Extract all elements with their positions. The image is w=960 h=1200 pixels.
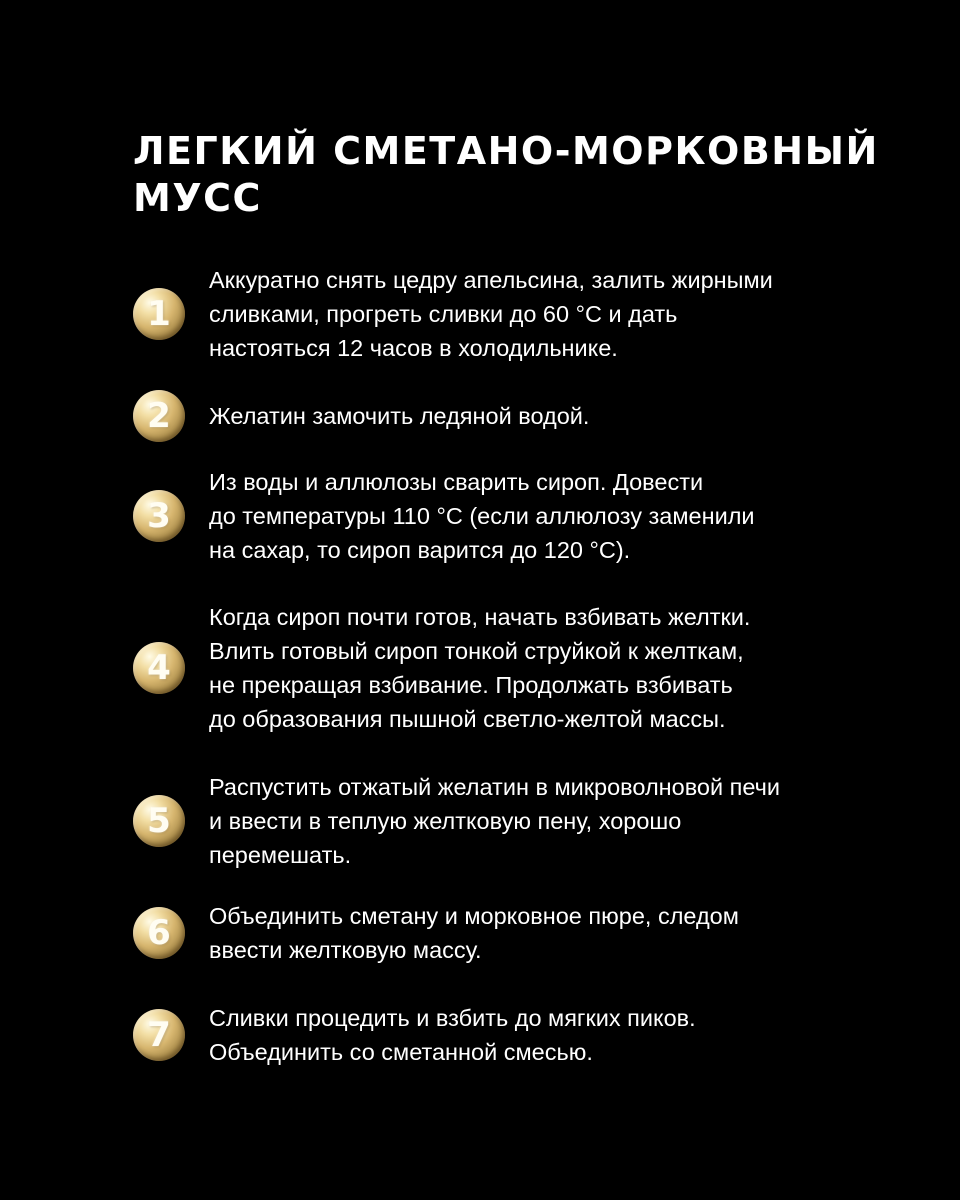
step-3	[133, 465, 893, 567]
step-text-line: Сливки процедить и взбить до мягких пиков.	[209, 1005, 696, 1031]
step-number: 1	[147, 294, 171, 334]
step-text	[209, 263, 893, 365]
step-text-line: Объединить со сметанной смесью.	[209, 1039, 593, 1065]
step-text-line: Аккуратно снять цедру апельсина, залить жирными	[209, 267, 773, 293]
step-6	[133, 899, 893, 967]
step-number-badge-icon	[133, 642, 185, 694]
step-7	[133, 1001, 893, 1069]
step-text-line: Из воды и аллюлозы сварить сироп. Довести	[209, 469, 704, 495]
step-2	[133, 390, 893, 442]
step-text-line: до температуры 110 °С (если аллюлозу заменили	[209, 503, 755, 529]
step-text	[209, 465, 893, 567]
step-number-badge-icon	[133, 907, 185, 959]
title-line-1: ЛЕГКИЙ СМЕТАНО-МОРКОВНЫЙ	[133, 129, 879, 173]
step-text-line: ввести желтковую массу.	[209, 937, 482, 963]
step-text	[209, 399, 893, 433]
step-text-line: и ввести в теплую желтковую пену, хорошо	[209, 808, 682, 834]
step-text-line: Влить готовый сироп тонкой струйкой к желткам,	[209, 638, 744, 664]
step-number-badge-icon	[133, 490, 185, 542]
step-number: 7	[147, 1015, 171, 1055]
step-number: 2	[147, 396, 171, 436]
step-number: 5	[147, 801, 171, 841]
step-text-line: Распустить отжатый желатин в микроволновой печи	[209, 774, 781, 800]
step-text-line: настояться 12 часов в холодильнике.	[209, 335, 618, 361]
step-text-line: до образования пышной светло-желтой массы.	[209, 706, 726, 732]
step-number: 3	[147, 496, 171, 536]
step-text-line: перемешать.	[209, 842, 352, 868]
step-number-badge-icon	[133, 288, 185, 340]
step-number-badge-icon	[133, 795, 185, 847]
step-text-line: на сахар, то сироп варится до 120 °С).	[209, 537, 631, 563]
step-4	[133, 600, 893, 736]
title-line-2: МУСС	[133, 176, 262, 220]
step-5	[133, 770, 893, 872]
step-text-line: Желатин замочить ледяной водой.	[209, 403, 590, 429]
step-text-line: не прекращая взбивание. Продолжать взбивать	[209, 672, 733, 698]
step-1	[133, 263, 893, 365]
step-text	[209, 600, 893, 736]
step-text-line: Объединить сметану и морковное пюре, следом	[209, 903, 739, 929]
step-text-line: сливками, прогреть сливки до 60 °С и дать	[209, 301, 678, 327]
step-text-line: Когда сироп почти готов, начать взбивать желтки.	[209, 604, 751, 630]
step-text	[209, 899, 893, 967]
step-text	[209, 1001, 893, 1069]
step-number: 6	[147, 913, 171, 953]
step-number: 4	[147, 648, 171, 688]
page-title	[133, 128, 913, 222]
step-text	[209, 770, 893, 872]
step-number-badge-icon	[133, 1009, 185, 1061]
step-number-badge-icon	[133, 390, 185, 442]
